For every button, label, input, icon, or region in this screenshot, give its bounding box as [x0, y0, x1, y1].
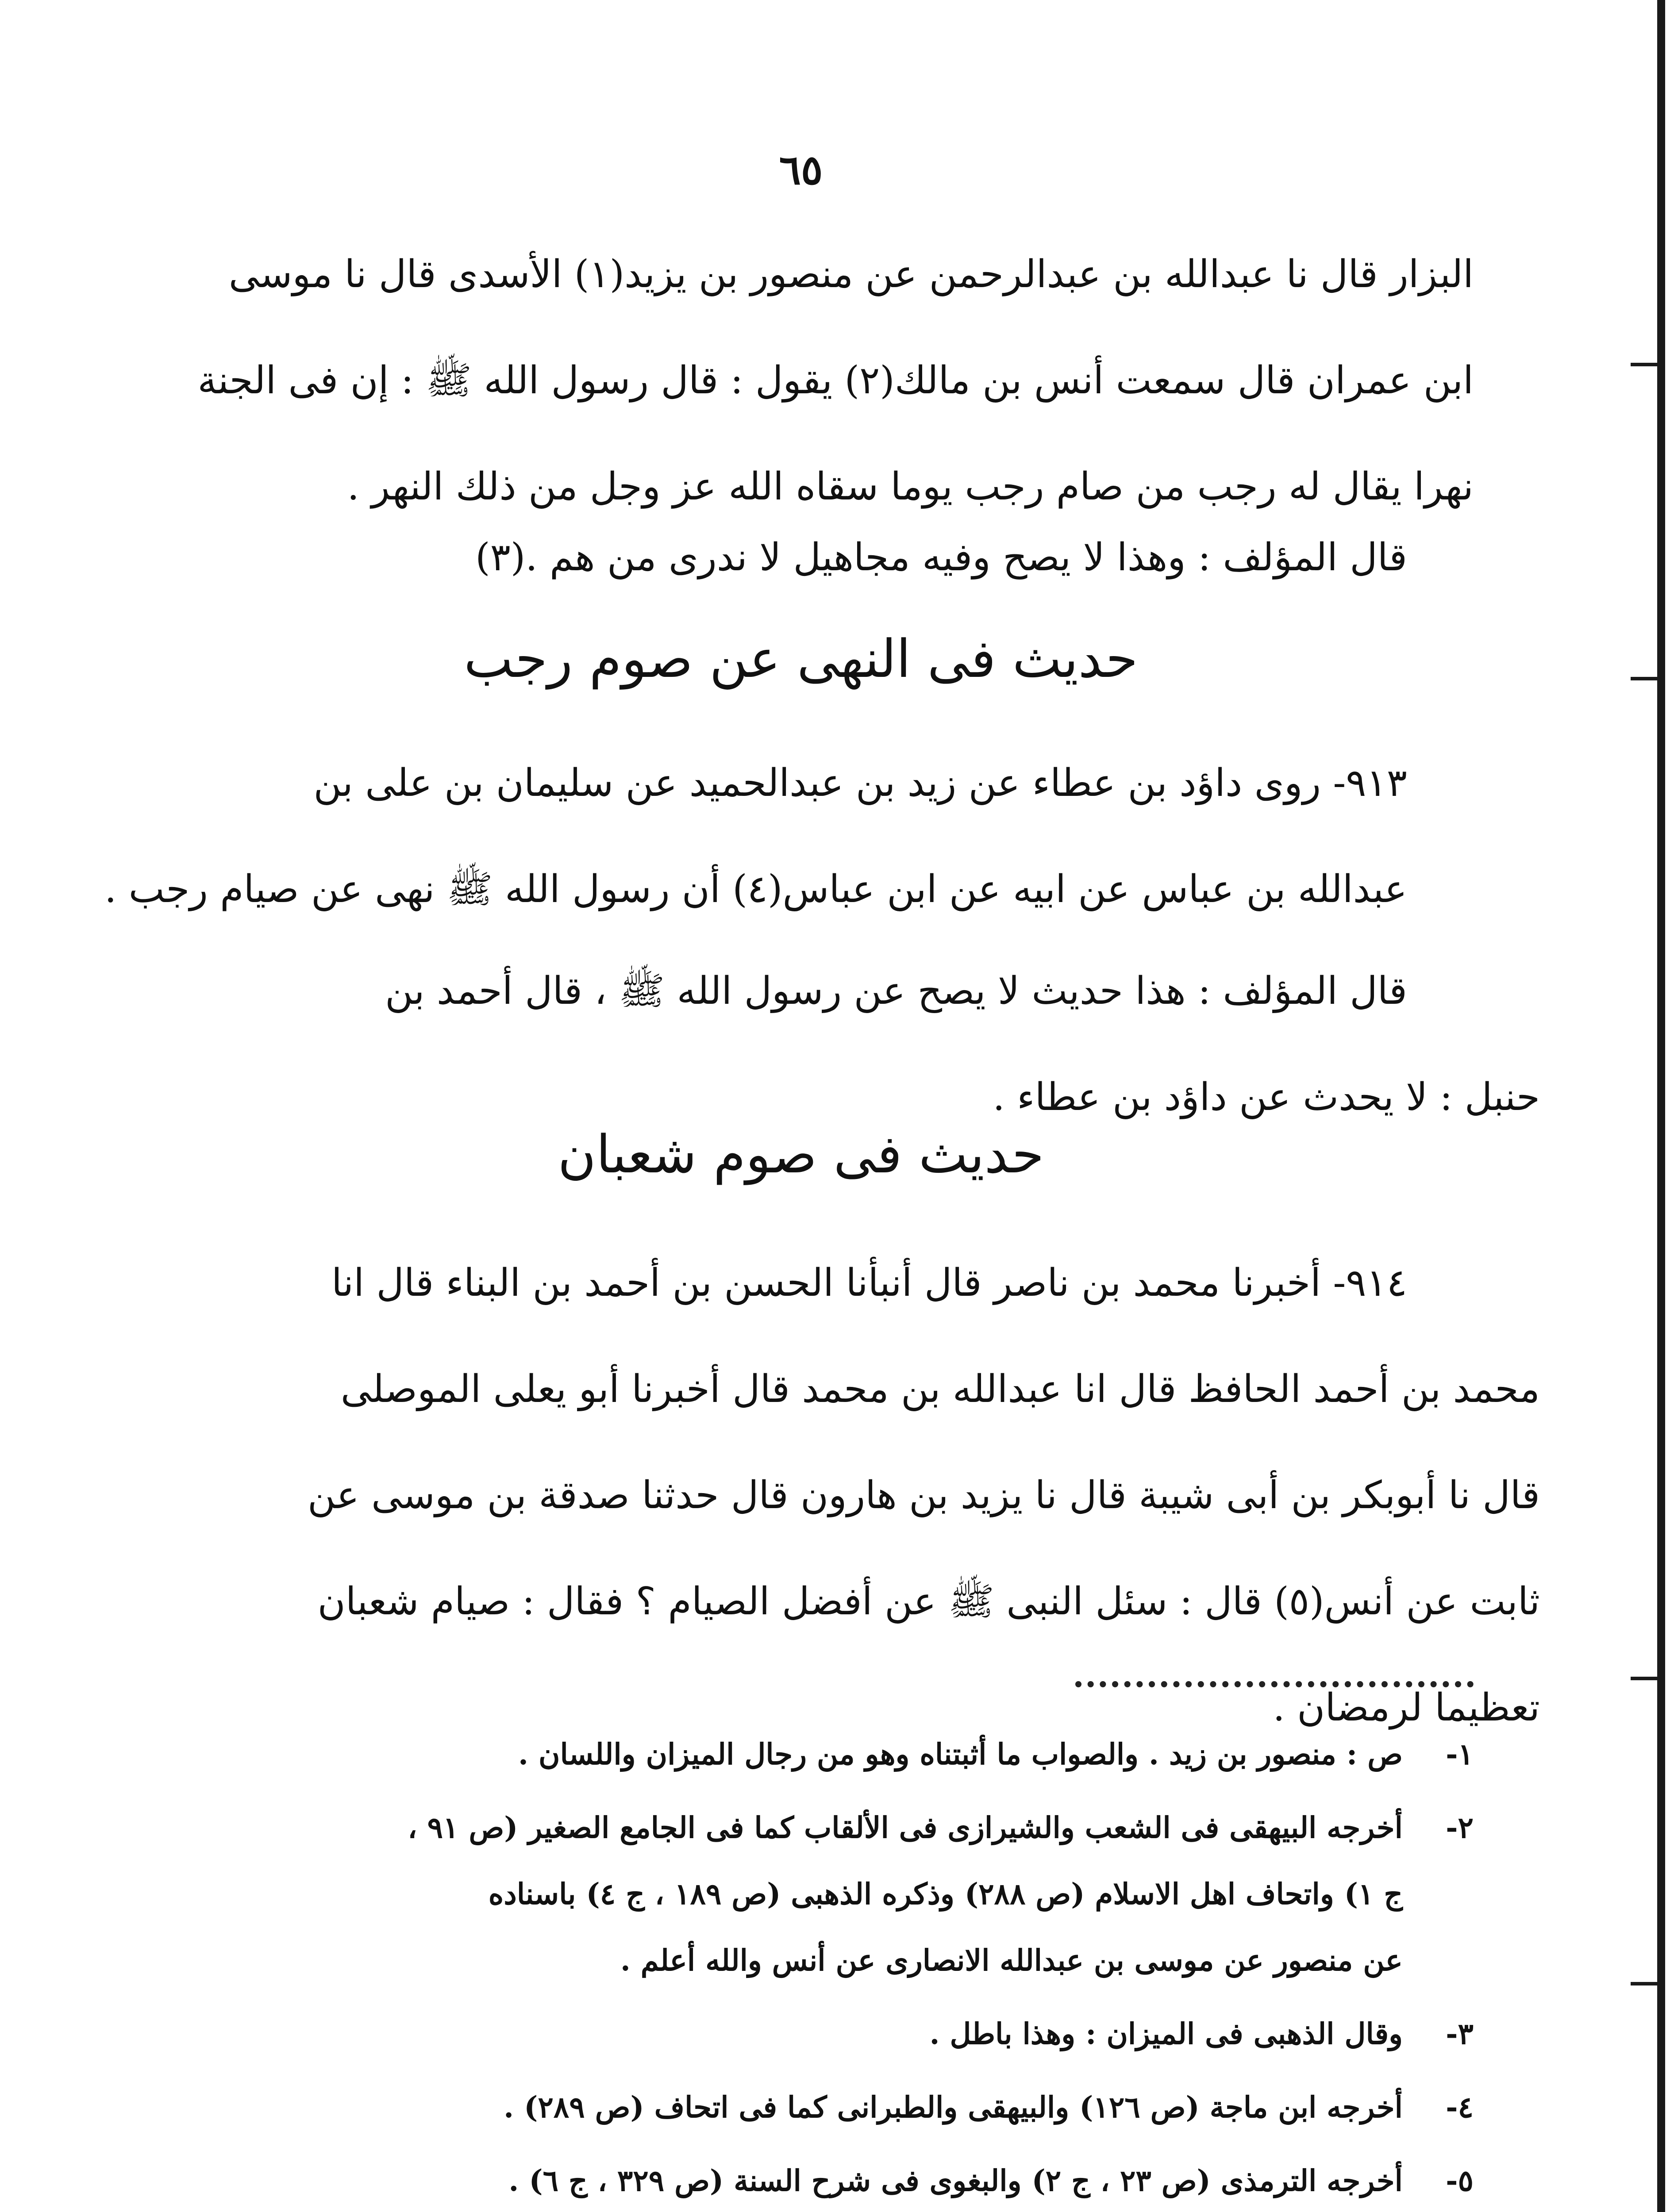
footnote-text: ج ١) واتحاف اهل الاسلام (ص ٢٨٨) وذكره الذهبى (ص ١٨٩ ، ج ٤) باسناده	[488, 1877, 1403, 1911]
text-line: قال نا أبوبكر بن أبى شيبة قال نا يزيد بن هارون قال حدثنا صدقة بن موسى عن	[307, 1473, 1540, 1517]
section-heading: حديث فى صوم شعبان	[558, 1124, 1044, 1185]
text-line: ٩١٤- أخبرنا محمد بن ناصر قال أنبأنا الحسن بن أحمد بن البناء قال انا	[331, 1261, 1407, 1305]
binding-mark	[1631, 363, 1657, 366]
hadith-913	[104, 730, 1474, 942]
text-line: عبدالله بن عباس عن ابيه عن ابن عباس(٤) أن رسول الله ﷺ نهى عن صيام رجب .	[104, 867, 1407, 911]
page-number: ٦٥	[779, 146, 823, 194]
text-line: ابن عمران قال سمعت أنس بن مالك(٢) يقول : قال رسول الله ﷺ : إن فى الجنة	[197, 358, 1474, 403]
footnote	[128, 1794, 1474, 1993]
footnote-text: ص : منصور بن زيد . والصواب ما أثبتناه وهو من رجال الميزان واللسان .	[518, 1737, 1403, 1771]
text-line: البزار قال نا عبدالله بن عبدالرحمن عن منصور بن يزيد(١) الأسدى قال نا موسى	[228, 252, 1474, 296]
footnotes	[128, 1721, 1474, 2212]
footnote-text: أخرجه ابن ماجة (ص ١٢٦) والبيهقى والطبرانى كما فى اتحاف (ص ٢٨٩) .	[504, 2090, 1403, 2124]
text-line: تعظيما لرمضان .	[1273, 1686, 1540, 1730]
footnote-text: وقال الذهبى فى الميزان : وهذا باطل .	[929, 2016, 1403, 2051]
text-line: ثابت عن أنس(٥) قال : سئل النبى ﷺ عن أفضل الصيام ؟ فقال : صيام شعبان	[317, 1579, 1540, 1624]
footnote	[128, 1721, 1474, 1787]
section-heading: حديث فى النهى عن صوم رجب	[464, 628, 1138, 689]
footnote-number: ٢-	[1446, 1810, 1474, 1845]
footnote-number: ١-	[1446, 1737, 1474, 1771]
text-line: نهرا يقال له رجب من صام رجب يوما سقاه الله عز وجل من ذلك النهر .	[347, 465, 1474, 509]
footnote-number: ٤-	[1446, 2090, 1474, 2124]
binding-mark	[1631, 1677, 1657, 1680]
text-line: حنبل : لا يحدث عن داؤد بن عطاء .	[993, 1075, 1540, 1119]
footnote-number: ٥-	[1446, 2163, 1474, 2198]
text-line: ٩١٣- روى داؤد بن عطاء عن زيد بن عبدالحميد عن سليمان بن على بن	[313, 761, 1407, 805]
footnote-divider	[1075, 1681, 1474, 1687]
binding-mark	[1631, 1982, 1657, 1985]
page-content	[104, 0, 1540, 2212]
footnote-text: عن منصور عن موسى بن عبدالله الانصارى عن أنس والله أعلم .	[620, 1943, 1403, 1978]
binding-edge	[1657, 0, 1665, 2212]
text-line: قال المؤلف : وهذا لا يصح وفيه مجاهيل لا ندرى من هم .(٣)	[475, 535, 1407, 580]
binding-mark	[1631, 677, 1657, 680]
footnote	[128, 2074, 1474, 2140]
footnote	[128, 2147, 1474, 2212]
footnote	[128, 2001, 1474, 2067]
author-comment	[128, 504, 1474, 611]
text-line: محمد بن أحمد الحافظ قال انا عبدالله بن محمد قال أخبرنا أبو يعلى الموصلى	[340, 1367, 1540, 1411]
text-line: قال المؤلف : هذا حديث لا يصح عن رسول الله ﷺ ، قال أحمد بن	[385, 969, 1407, 1013]
author-comment	[128, 938, 1540, 1150]
footnote-text: أخرجه البيهقى فى الشعب والشيرازى فى الألقاب كما فى الجامع الصغير (ص ٩١ ،	[408, 1810, 1403, 1845]
hadith-continuation	[128, 221, 1474, 540]
footnote-text: أخرجه الترمذى (ص ٢٣ ، ج ٢) والبغوى فى شرح السنة (ص ٣٢٩ ، ج ٦) .	[508, 2163, 1403, 2198]
footnote-number: ٣-	[1446, 2016, 1474, 2051]
